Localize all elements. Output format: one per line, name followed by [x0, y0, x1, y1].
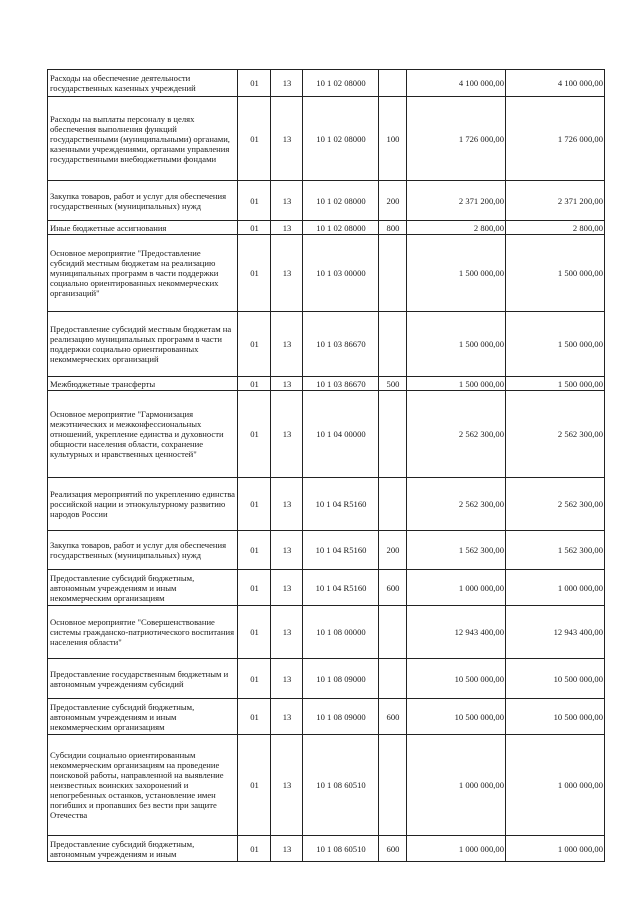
- target-item-code: 10 1 04 R5160: [303, 570, 379, 606]
- amount-year-1: 1 000 000,00: [407, 735, 506, 836]
- expense-type-code: [379, 659, 407, 699]
- amount-year-1: 1 500 000,00: [407, 377, 506, 391]
- expense-type-code: 500: [379, 377, 407, 391]
- section-code: 01: [238, 570, 271, 606]
- amount-year-2: 1 000 000,00: [506, 836, 605, 862]
- expense-name: Иные бюджетные ассигнования: [48, 221, 238, 235]
- amount-year-2: 4 100 000,00: [506, 70, 605, 97]
- expense-name: Предоставление субсидий местным бюджетам на реализацию муниципальных программ в части поддержки социально ориентированных некоммерческих организаций: [48, 312, 238, 377]
- expense-type-code: 100: [379, 97, 407, 181]
- subsection-code: 13: [271, 391, 303, 478]
- budget-sheet: [47, 69, 604, 862]
- target-item-code: 10 1 08 09000: [303, 659, 379, 699]
- expense-type-code: [379, 478, 407, 531]
- expense-type-code: [379, 735, 407, 836]
- target-item-code: 10 1 04 R5160: [303, 478, 379, 531]
- expense-name: Основное мероприятие "Предоставление субсидий местным бюджетам на реализацию муниципальных программ в части поддержки социально ориентированных некоммерческих организаций": [48, 235, 238, 312]
- section-code: 01: [238, 531, 271, 570]
- amount-year-1: 4 100 000,00: [407, 70, 506, 97]
- table-row: [48, 181, 605, 221]
- amount-year-1: 1 726 000,00: [407, 97, 506, 181]
- subsection-code: 13: [271, 312, 303, 377]
- table-row: [48, 478, 605, 531]
- table-row: [48, 570, 605, 606]
- amount-year-2: 1 000 000,00: [506, 570, 605, 606]
- amount-year-1: 2 371 200,00: [407, 181, 506, 221]
- table-row: [48, 312, 605, 377]
- amount-year-1: 1 562 300,00: [407, 531, 506, 570]
- expense-name: Основное мероприятие "Гармонизация межэтнических и межконфессиональных отношений, укрепление единства и духовности общности населения области, сохранение культурных и нравственных ценностей": [48, 391, 238, 478]
- expense-type-code: [379, 391, 407, 478]
- amount-year-2: 1 562 300,00: [506, 531, 605, 570]
- section-code: 01: [238, 606, 271, 659]
- target-item-code: 10 1 08 00000: [303, 606, 379, 659]
- target-item-code: 10 1 03 86670: [303, 377, 379, 391]
- expense-name: Основное мероприятие "Совершенствование системы гражданско-патриотического воспитания населения области": [48, 606, 238, 659]
- table-row: [48, 735, 605, 836]
- target-item-code: 10 1 03 86670: [303, 312, 379, 377]
- subsection-code: 13: [271, 836, 303, 862]
- expense-name: Предоставление государственным бюджетным и автономным учреждениям субсидий: [48, 659, 238, 699]
- table-row: [48, 235, 605, 312]
- amount-year-1: 1 000 000,00: [407, 836, 506, 862]
- subsection-code: 13: [271, 70, 303, 97]
- table-row: [48, 221, 605, 235]
- subsection-code: 13: [271, 606, 303, 659]
- amount-year-2: 1 726 000,00: [506, 97, 605, 181]
- amount-year-2: 10 500 000,00: [506, 659, 605, 699]
- amount-year-2: 2 562 300,00: [506, 478, 605, 531]
- section-code: 01: [238, 699, 271, 735]
- target-item-code: 10 1 08 60510: [303, 836, 379, 862]
- table-row: [48, 97, 605, 181]
- subsection-code: 13: [271, 735, 303, 836]
- section-code: 01: [238, 235, 271, 312]
- amount-year-2: 1 500 000,00: [506, 377, 605, 391]
- target-item-code: 10 1 04 R5160: [303, 531, 379, 570]
- table-row: [48, 377, 605, 391]
- expense-name: Реализация мероприятий по укреплению единства российской нации и этнокультурному развитию народов России: [48, 478, 238, 531]
- amount-year-2: 1 000 000,00: [506, 735, 605, 836]
- expense-name: Расходы на выплаты персоналу в целях обеспечения выполнения функций государственными (муниципальными) органами, казенными учреждениями, органами управления государственными внебюджетными фондами: [48, 97, 238, 181]
- target-item-code: 10 1 02 08000: [303, 70, 379, 97]
- table-row: [48, 699, 605, 735]
- section-code: 01: [238, 391, 271, 478]
- amount-year-1: 10 500 000,00: [407, 699, 506, 735]
- budget-table: [47, 69, 605, 862]
- section-code: 01: [238, 478, 271, 531]
- amount-year-1: 1 500 000,00: [407, 312, 506, 377]
- target-item-code: 10 1 02 08000: [303, 97, 379, 181]
- amount-year-2: 2 562 300,00: [506, 391, 605, 478]
- section-code: 01: [238, 70, 271, 97]
- subsection-code: 13: [271, 235, 303, 312]
- amount-year-1: 2 562 300,00: [407, 478, 506, 531]
- table-row: [48, 391, 605, 478]
- target-item-code: 10 1 08 09000: [303, 699, 379, 735]
- expense-type-code: 600: [379, 699, 407, 735]
- amount-year-2: 2 800,00: [506, 221, 605, 235]
- amount-year-1: 12 943 400,00: [407, 606, 506, 659]
- table-row: [48, 836, 605, 862]
- expense-name: Закупка товаров, работ и услуг для обеспечения государственных (муниципальных) нужд: [48, 181, 238, 221]
- target-item-code: 10 1 02 08000: [303, 221, 379, 235]
- amount-year-2: 10 500 000,00: [506, 699, 605, 735]
- table-body: [48, 70, 605, 862]
- subsection-code: 13: [271, 659, 303, 699]
- section-code: 01: [238, 181, 271, 221]
- expense-type-code: 200: [379, 531, 407, 570]
- amount-year-2: 1 500 000,00: [506, 235, 605, 312]
- section-code: 01: [238, 836, 271, 862]
- subsection-code: 13: [271, 181, 303, 221]
- subsection-code: 13: [271, 221, 303, 235]
- expense-type-code: 600: [379, 836, 407, 862]
- amount-year-1: 1 000 000,00: [407, 570, 506, 606]
- expense-name: Межбюджетные трансферты: [48, 377, 238, 391]
- amount-year-1: 1 500 000,00: [407, 235, 506, 312]
- expense-name: Субсидии социально ориентированным некоммерческим организациям на проведение поисковой работы, направленной на выявление неизвестных воинских захоронений и непогребенных останков, установление имен погибших и пропавших без вести при защите Отечества: [48, 735, 238, 836]
- table-row: [48, 70, 605, 97]
- amount-year-1: 2 800,00: [407, 221, 506, 235]
- expense-name: Расходы на обеспечение деятельности государственных казенных учреждений: [48, 70, 238, 97]
- table-row: [48, 659, 605, 699]
- amount-year-2: 2 371 200,00: [506, 181, 605, 221]
- section-code: 01: [238, 735, 271, 836]
- expense-type-code: 200: [379, 181, 407, 221]
- expense-name: Закупка товаров, работ и услуг для обеспечения государственных (муниципальных) нужд: [48, 531, 238, 570]
- target-item-code: 10 1 02 08000: [303, 181, 379, 221]
- subsection-code: 13: [271, 377, 303, 391]
- table-row: [48, 606, 605, 659]
- section-code: 01: [238, 377, 271, 391]
- expense-type-code: 600: [379, 570, 407, 606]
- expense-name: Предоставление субсидий бюджетным, автономным учреждениям и иным некоммерческим организациям: [48, 570, 238, 606]
- section-code: 01: [238, 659, 271, 699]
- amount-year-1: 2 562 300,00: [407, 391, 506, 478]
- expense-name: Предоставление субсидий бюджетным, автономным учреждениям и иным: [48, 836, 238, 862]
- section-code: 01: [238, 312, 271, 377]
- subsection-code: 13: [271, 531, 303, 570]
- amount-year-2: 12 943 400,00: [506, 606, 605, 659]
- expense-type-code: 800: [379, 221, 407, 235]
- section-code: 01: [238, 221, 271, 235]
- target-item-code: 10 1 04 00000: [303, 391, 379, 478]
- target-item-code: 10 1 08 60510: [303, 735, 379, 836]
- table-row: [48, 531, 605, 570]
- target-item-code: 10 1 03 00000: [303, 235, 379, 312]
- amount-year-2: 1 500 000,00: [506, 312, 605, 377]
- subsection-code: 13: [271, 478, 303, 531]
- section-code: 01: [238, 97, 271, 181]
- expense-type-code: [379, 606, 407, 659]
- subsection-code: 13: [271, 570, 303, 606]
- subsection-code: 13: [271, 699, 303, 735]
- amount-year-1: 10 500 000,00: [407, 659, 506, 699]
- expense-type-code: [379, 312, 407, 377]
- subsection-code: 13: [271, 97, 303, 181]
- expense-type-code: [379, 70, 407, 97]
- expense-name: Предоставление субсидий бюджетным, автономным учреждениям и иным некоммерческим организациям: [48, 699, 238, 735]
- expense-type-code: [379, 235, 407, 312]
